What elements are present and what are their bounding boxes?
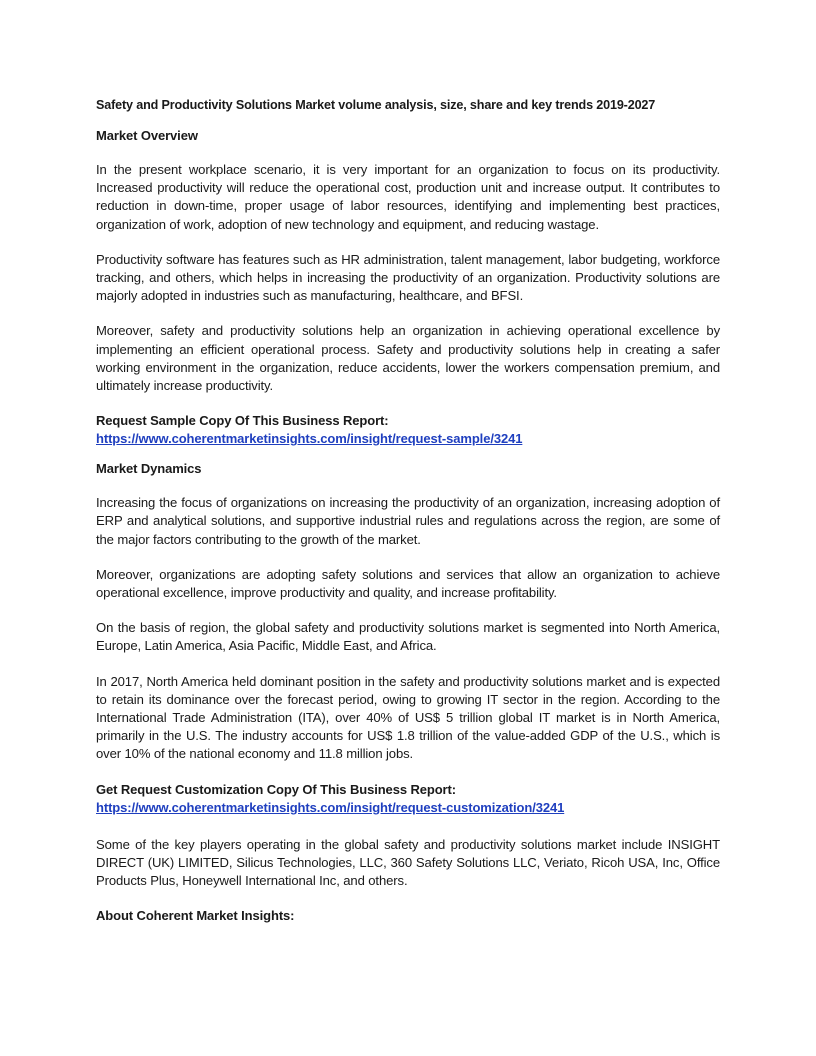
sample-request-block [96, 412, 720, 448]
document-page [96, 97, 720, 941]
sample-request-link[interactable]: https://www.coherentmarketinsights.com/insight/request-sample/3241 [96, 431, 523, 447]
dynamics-paragraph-2: Moreover, organizations are adopting safety solutions and services that allow an organization to achieve operational excellence, improve productivity and quality, and increase profitability. [96, 566, 720, 601]
customization-request-label: Get Request Customization Copy Of This Business Report: [96, 781, 456, 797]
dynamics-paragraph-1: Increasing the focus of organizations on increasing the productivity of an organization, increasing adoption of ERP and analytical solutions, and supportive industrial rules and regulations across the region, are some of the major factors contributing to the growth of the market. [96, 495, 720, 547]
dynamics-paragraph-4: In 2017, North America held dominant position in the safety and productivity solutions market and is expected to retain its dominance over the forecast period, owing to growing IT sector in the region. According to the International Trade Administration (ITA), over 40% of US$ 5 trillion global IT market is in North America, primarily in the U.S. The industry accounts for US$ 1.8 trillion of the value-added GDP of the U.S., which is over 10% of the national economy and 11.8 million jobs. [96, 673, 720, 762]
about-heading: About Coherent Market Insights: [96, 908, 295, 924]
overview-paragraph-3: Moreover, safety and productivity solutions help an organization in achieving operational excellence by implementing an efficient operational process. Safety and productivity solutions help in creating a safer working environment in the organization, reduce accidents, lower the workers compensation premium, and ultimately increase productivity. [96, 323, 720, 394]
market-dynamics-heading: Market Dynamics [96, 461, 202, 477]
customization-request-block [96, 781, 720, 817]
dynamics-paragraph-3: On the basis of region, the global safety and productivity solutions market is segmented into North America, Europe, Latin America, Asia Pacific, Middle East, and Africa. [96, 620, 720, 654]
overview-paragraph-2: Productivity software has features such as HR administration, talent management, labor budgeting, workforce tracking, and others, which helps in increasing the productivity of an organization. Productivity solutions are majorly adopted in industries such as manufacturing, healthcare, and BFSI. [96, 251, 720, 304]
sample-request-label: Request Sample Copy Of This Business Report: [96, 413, 389, 429]
customization-request-link[interactable]: https://www.coherentmarketinsights.com/insight/request-customization/3241 [96, 799, 565, 815]
market-overview-heading: Market Overview [96, 128, 198, 143]
overview-paragraph-1: In the present workplace scenario, it is very important for an organization to focus on its productivity. Increased productivity will reduce the operational cost, production unit and increase output. It contributes to reduction in down-time, proper usage of labor resources, identifying and implementing best practices, organization of work, adoption of new technology and equipment, and reducing wastage. [96, 162, 720, 232]
key-players-paragraph: Some of the key players operating in the global safety and productivity solutions market include INSIGHT DIRECT (UK) LIMITED, Silicus Technologies, LLC, 360 Safety Solutions LLC, Veriato, Ricoh USA, Inc, Office Products Plus, Honeywell International Inc, and others. [96, 836, 720, 889]
document-title: Safety and Productivity Solutions Market volume analysis, size, share and key trends 2019-2027 [96, 98, 656, 112]
